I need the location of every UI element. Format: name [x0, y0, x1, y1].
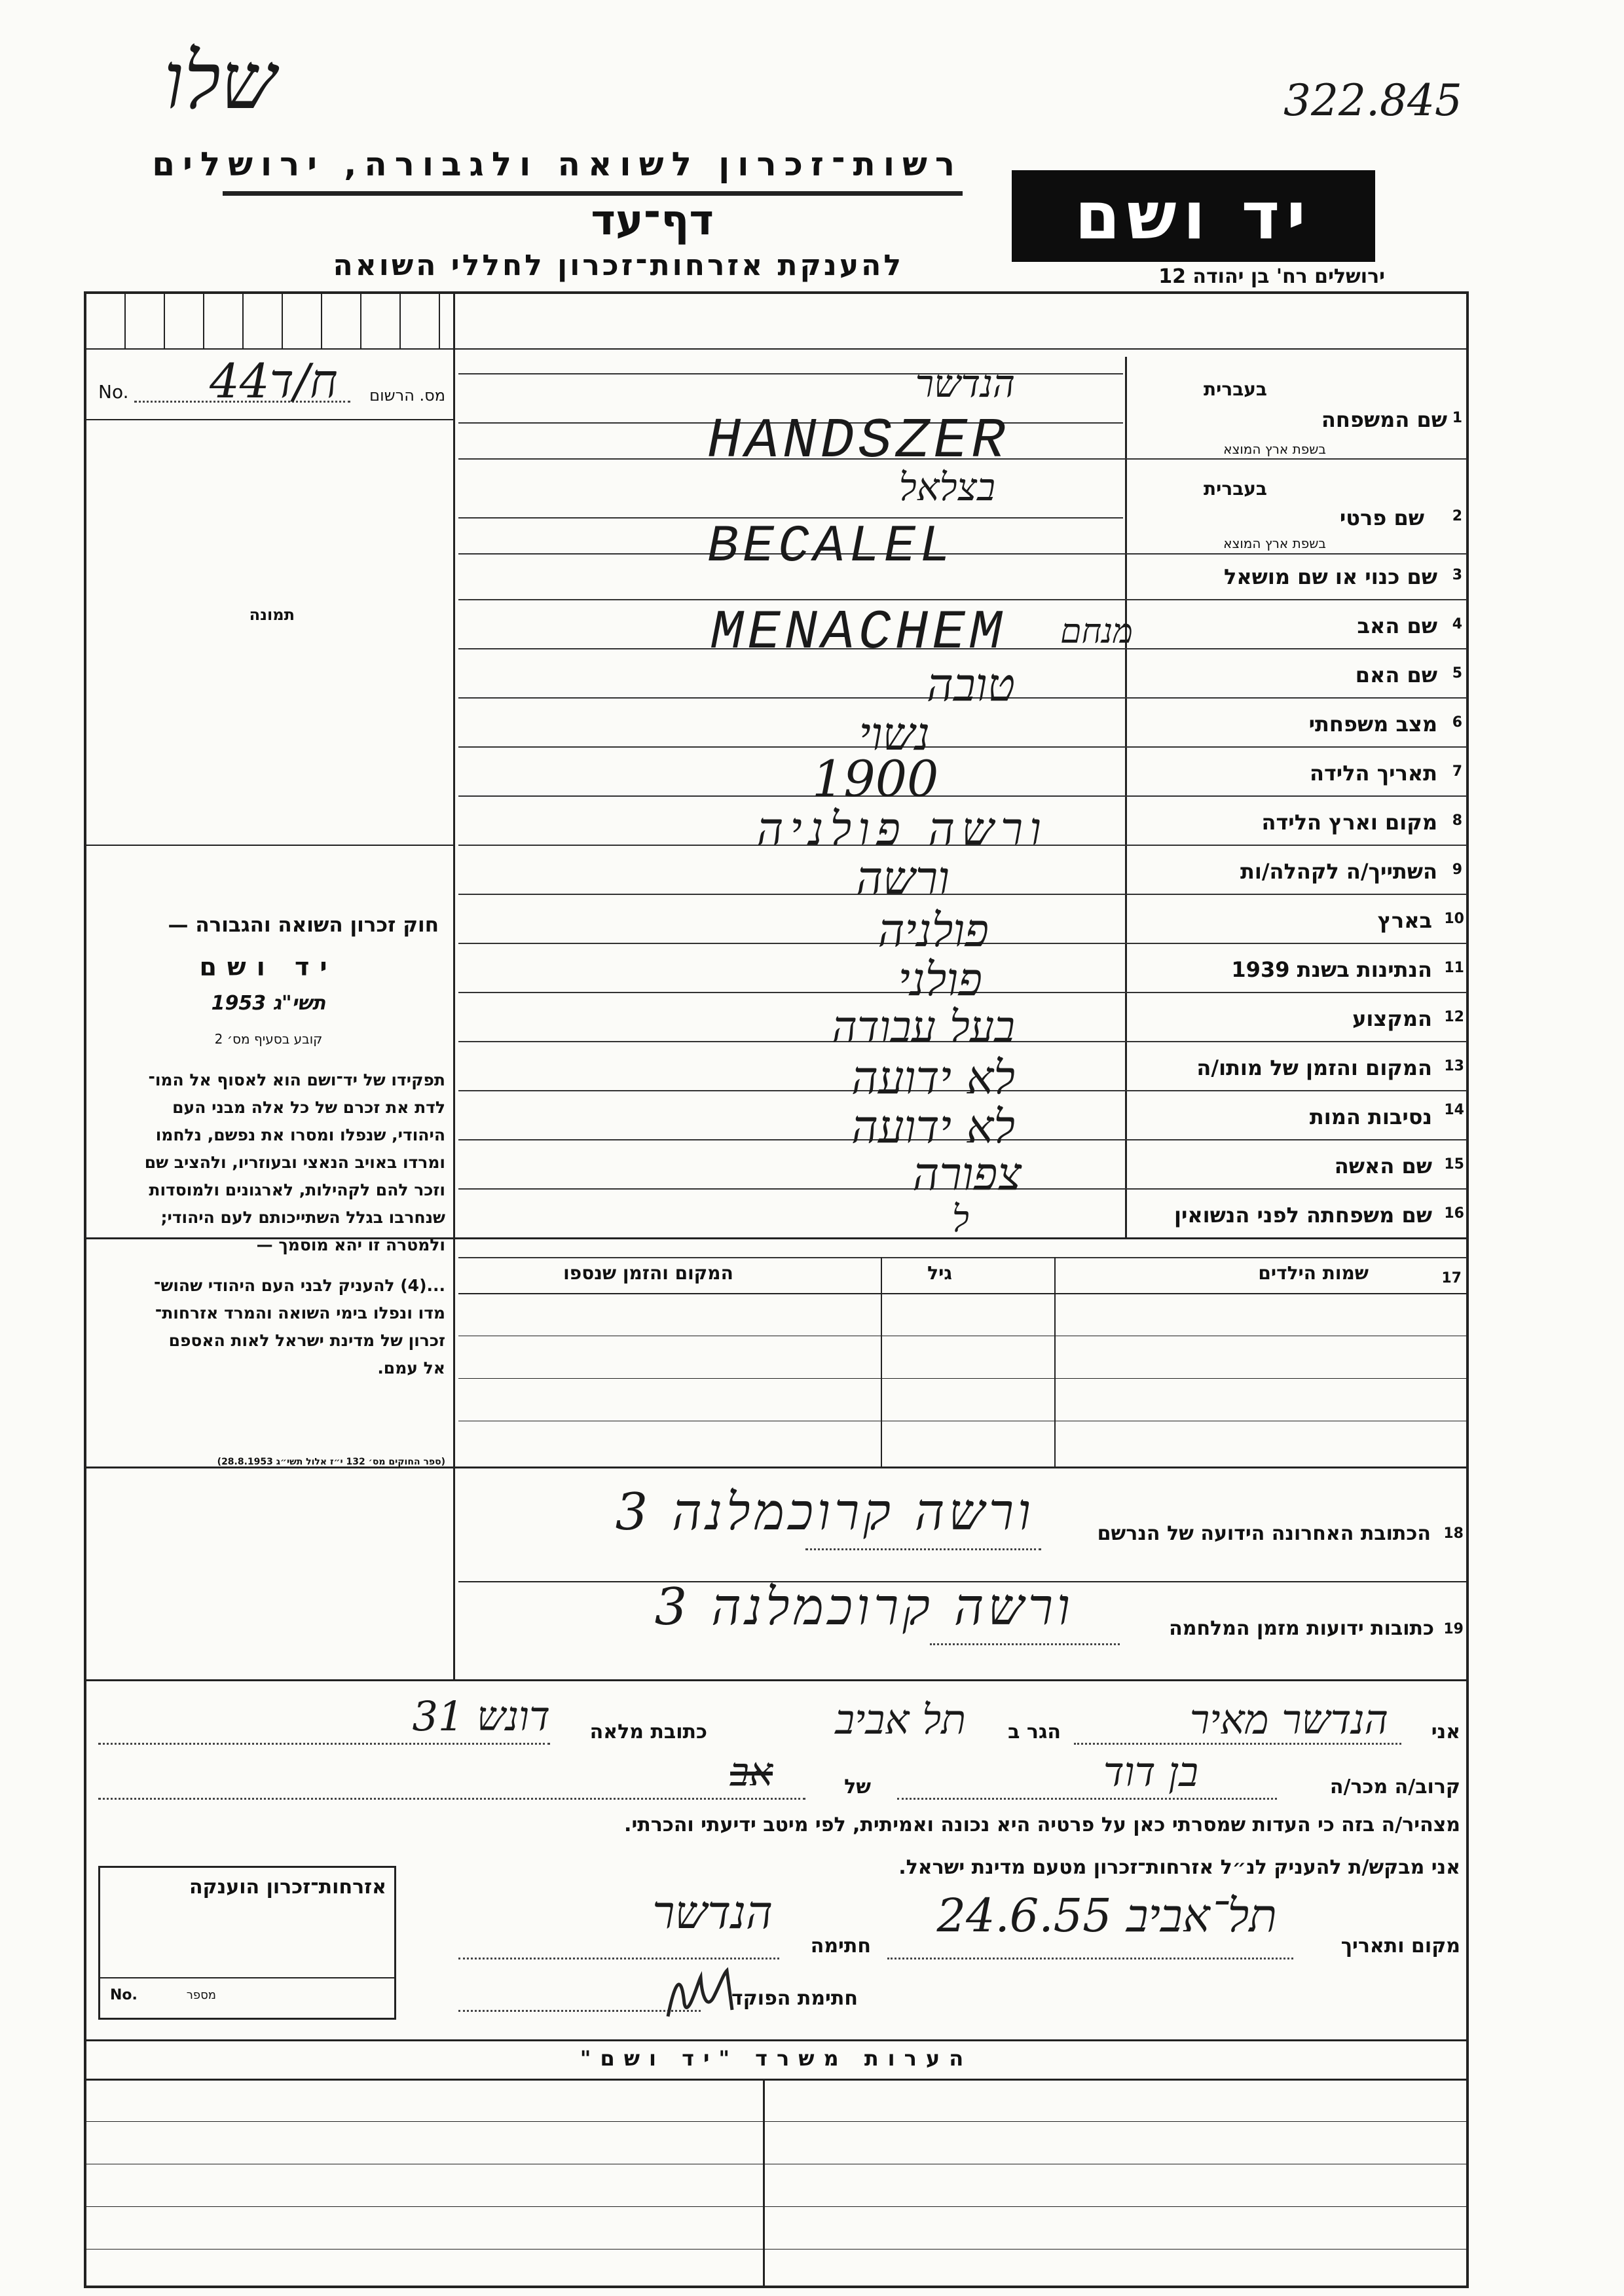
- decl-address-value: דונש 31: [412, 1692, 550, 1740]
- logo-text: יד ושם: [1075, 177, 1312, 254]
- authority-name: רשות־זכרון לשואה ולגבורה, ירושלים: [152, 145, 963, 183]
- field-1-hebrew-value: הנדשר: [915, 361, 1015, 406]
- law-text-line: שנחרבו בגלל השתייכותם לעם היהודי;: [160, 1208, 445, 1227]
- law-clause-ref: קובע בסעיף מס׳ 2: [214, 1031, 323, 1047]
- award-number: מספר: [186, 1988, 216, 2002]
- children-num: 17: [1441, 1270, 1462, 1286]
- decl-relation-value: בן דוד: [1103, 1748, 1198, 1796]
- field-12-label: המקצוע: [1352, 1006, 1432, 1031]
- field-1-num: 1: [1452, 410, 1462, 426]
- field-4-latin-value: MENACHEM: [710, 602, 1006, 665]
- law-source: (ספר החוקים מס׳ 132 י״ז אלול תשי״ג 28.8.1953): [217, 1457, 445, 1467]
- address-19-label: כתובות ידועות מזמן המלחמה: [1169, 1617, 1434, 1640]
- decl-statement-2: אני מבקש/ת להעניק לנ״ל אזרחות־זכרון מטעם מדינת ישראל.: [898, 1856, 1460, 1879]
- field-2-num: 2: [1452, 508, 1462, 524]
- field-13-num: 13: [1444, 1058, 1464, 1074]
- field-6-value: נשוי: [858, 707, 930, 761]
- decl-of: של: [844, 1776, 871, 1798]
- field-7-num: 7: [1452, 763, 1462, 780]
- field-2-hebrew-value: בצלאל: [898, 465, 995, 509]
- registration-number-value: 44ח/ד: [210, 354, 338, 409]
- decl-full-address: כתובת מלאה: [589, 1721, 707, 1743]
- field-1-label: שם המשפחה: [1321, 407, 1447, 432]
- field-11-value: פולני: [898, 953, 982, 1006]
- law-text-line: ומרדו באויב הנאצי ובעוזריו, ולהציב שם: [144, 1153, 445, 1172]
- field-8-label: מקום וארץ הלידה: [1261, 810, 1437, 835]
- field-13-label: המקום והזמן של מותו/ה: [1196, 1055, 1432, 1080]
- decl-signature: חתימה: [810, 1935, 871, 1958]
- field-9-value: ורשה: [856, 851, 950, 905]
- field-4-hebrew-value: מנחם: [1060, 612, 1133, 651]
- decl-city-value: תל אביב: [835, 1696, 966, 1743]
- children-col-names: שמות הילדים: [1258, 1262, 1369, 1284]
- yad-vashem-logo: [1012, 170, 1375, 262]
- law-text-line: היהודי, שנפלו ומסרו את נפשם, נלחמו: [155, 1125, 445, 1144]
- decl-i: אני: [1431, 1721, 1460, 1743]
- photo-label: תמונה: [249, 606, 295, 624]
- award-title: אזרחות־זכרון הוענקה: [189, 1876, 386, 1899]
- address-19-value: ורשה קרוכמלנה 3: [654, 1578, 1074, 1637]
- field-15-label: שם האשה: [1334, 1154, 1432, 1178]
- law-name: יד ושם: [199, 953, 338, 981]
- registration-label: מס. הרשום: [369, 386, 445, 405]
- field-9-num: 9: [1452, 862, 1462, 878]
- field-12-num: 12: [1444, 1009, 1464, 1025]
- registry-number: 322.845: [1283, 75, 1462, 126]
- field-11-label: הנתינות בשנת 1939: [1231, 957, 1432, 982]
- field-8-value: ורשה פולניה: [756, 802, 1048, 856]
- field-14-value: לא ידועה: [851, 1100, 1015, 1154]
- field-4-label: שם האב: [1357, 613, 1437, 638]
- field-10-label: בארץ: [1377, 908, 1432, 933]
- field-13-value: לא ידועה: [851, 1051, 1015, 1104]
- field-16-label: שם משפחתה לפני הנשואין: [1173, 1203, 1432, 1228]
- field-3-label: שם כנוי או שם מושאל: [1223, 564, 1437, 589]
- office-notes-title: הערות משרד "יד ושם": [580, 2046, 973, 2071]
- field-9-label: השתייך/ה לקהלה/ות: [1240, 859, 1437, 884]
- field-14-num: 14: [1444, 1102, 1464, 1118]
- field-2-sub-hebrew: בעברית: [1203, 478, 1267, 500]
- law-year: תשי"ג 1953: [211, 992, 326, 1015]
- decl-signature-value: הנדשר: [652, 1886, 773, 1939]
- address-18-value: ורשה קרוכמלנה 3: [615, 1483, 1035, 1542]
- field-5-num: 5: [1452, 665, 1462, 682]
- field-15-num: 15: [1444, 1156, 1464, 1173]
- address-18-num: 18: [1443, 1525, 1464, 1542]
- children-col-age: גיל: [927, 1262, 952, 1284]
- field-7-label: תאריך הלידה: [1309, 761, 1437, 786]
- field-10-value: פולניה: [877, 903, 989, 957]
- decl-declarant-value: הנדשר מאיר: [1189, 1696, 1388, 1743]
- children-col-place: המקום והזמן שנספו: [563, 1262, 733, 1284]
- law-text-line: אל עמם.: [377, 1358, 445, 1377]
- law-text-line: וזכר להם לקהילות, לארגונים ולמוסדות: [149, 1180, 445, 1199]
- address-19-num: 19: [1443, 1621, 1464, 1637]
- law-text-line: ...(4) להעניק לבני העם היהודי שהוש־: [153, 1276, 445, 1295]
- field-4-num: 4: [1452, 616, 1462, 632]
- decl-resides-in: הגר ב: [1008, 1721, 1061, 1743]
- award-no: No.: [110, 1987, 138, 2003]
- law-title: חוק זכרון השואה והגבורה —: [168, 913, 439, 937]
- field-3-num: 3: [1452, 567, 1462, 583]
- law-text-line: זכרון של מדינת ישראל לאות האספם: [168, 1331, 445, 1350]
- field-6-num: 6: [1452, 714, 1462, 731]
- law-text-line: מדו ונפלו בימי השואה והמרד אזרחות־: [155, 1303, 445, 1322]
- field-16-value: ל: [951, 1198, 969, 1241]
- decl-place-date-value: תל־אביב 24.6.55: [936, 1889, 1277, 1942]
- decl-of-value: אב: [730, 1749, 773, 1795]
- decl-place-date: מקום ותאריך: [1340, 1935, 1460, 1958]
- field-7-value: 1900: [812, 750, 939, 808]
- field-6-label: מצב משפחתי: [1308, 712, 1437, 737]
- decl-statement-1: מצהיר/ה בזה כי העדות שמסרתי כאן על פרטיה היא נכונה ואמיתית, לפי מיטב ידיעתי והכרתי.: [624, 1813, 1460, 1836]
- field-11-num: 11: [1444, 960, 1464, 976]
- field-2-sub-origin: בשפת ארץ המוצא: [1223, 536, 1326, 551]
- field-1-sub-origin: בשפת ארץ המוצא: [1223, 441, 1326, 457]
- form-subtitle: להענקת אזרחות־זכרון לחללי השואה: [333, 249, 904, 282]
- field-16-num: 16: [1444, 1205, 1464, 1222]
- field-8-num: 8: [1452, 812, 1462, 829]
- decl-relative: קרוב/ה מכר/ה: [1329, 1776, 1460, 1798]
- field-14-label: נסיבות המות: [1309, 1104, 1432, 1129]
- field-5-label: שם האם: [1355, 663, 1437, 687]
- law-text-line: ולמטרה זו יהא מוסמך —: [256, 1235, 445, 1254]
- law-text: [92, 1070, 445, 1386]
- form-title: דף־עד: [591, 196, 714, 245]
- field-1-origin-value: HANDSZER: [707, 409, 1009, 473]
- field-2-label: שם פרטי: [1339, 505, 1424, 530]
- field-1-sub-hebrew: בעברית: [1203, 378, 1267, 400]
- field-2-origin-value: BECALEL: [707, 517, 955, 577]
- field-10-num: 10: [1444, 911, 1464, 927]
- address-line: ירושלים רח' בן יהודה 12: [1158, 265, 1385, 288]
- address-18-label: הכתובת האחרונה הידועה של הנרשם: [1097, 1522, 1431, 1545]
- no-label: No.: [98, 381, 129, 403]
- field-15-value: צפורה: [912, 1147, 1022, 1201]
- officer-signature-scribble: [661, 1958, 740, 2023]
- field-5-value: טובה: [927, 658, 1015, 712]
- decl-officer-signature: חתימת הפוקד: [731, 1987, 858, 2010]
- field-12-value: בעל עבודה: [832, 1002, 1015, 1052]
- law-text-line: לדת את זכרם של כל אלה מבני העם: [172, 1098, 445, 1117]
- corner-handwritten-note: שלו: [164, 36, 276, 127]
- law-text-line: תפקידו של יד־ושם הוא לאסוף אל המו־: [148, 1070, 445, 1089]
